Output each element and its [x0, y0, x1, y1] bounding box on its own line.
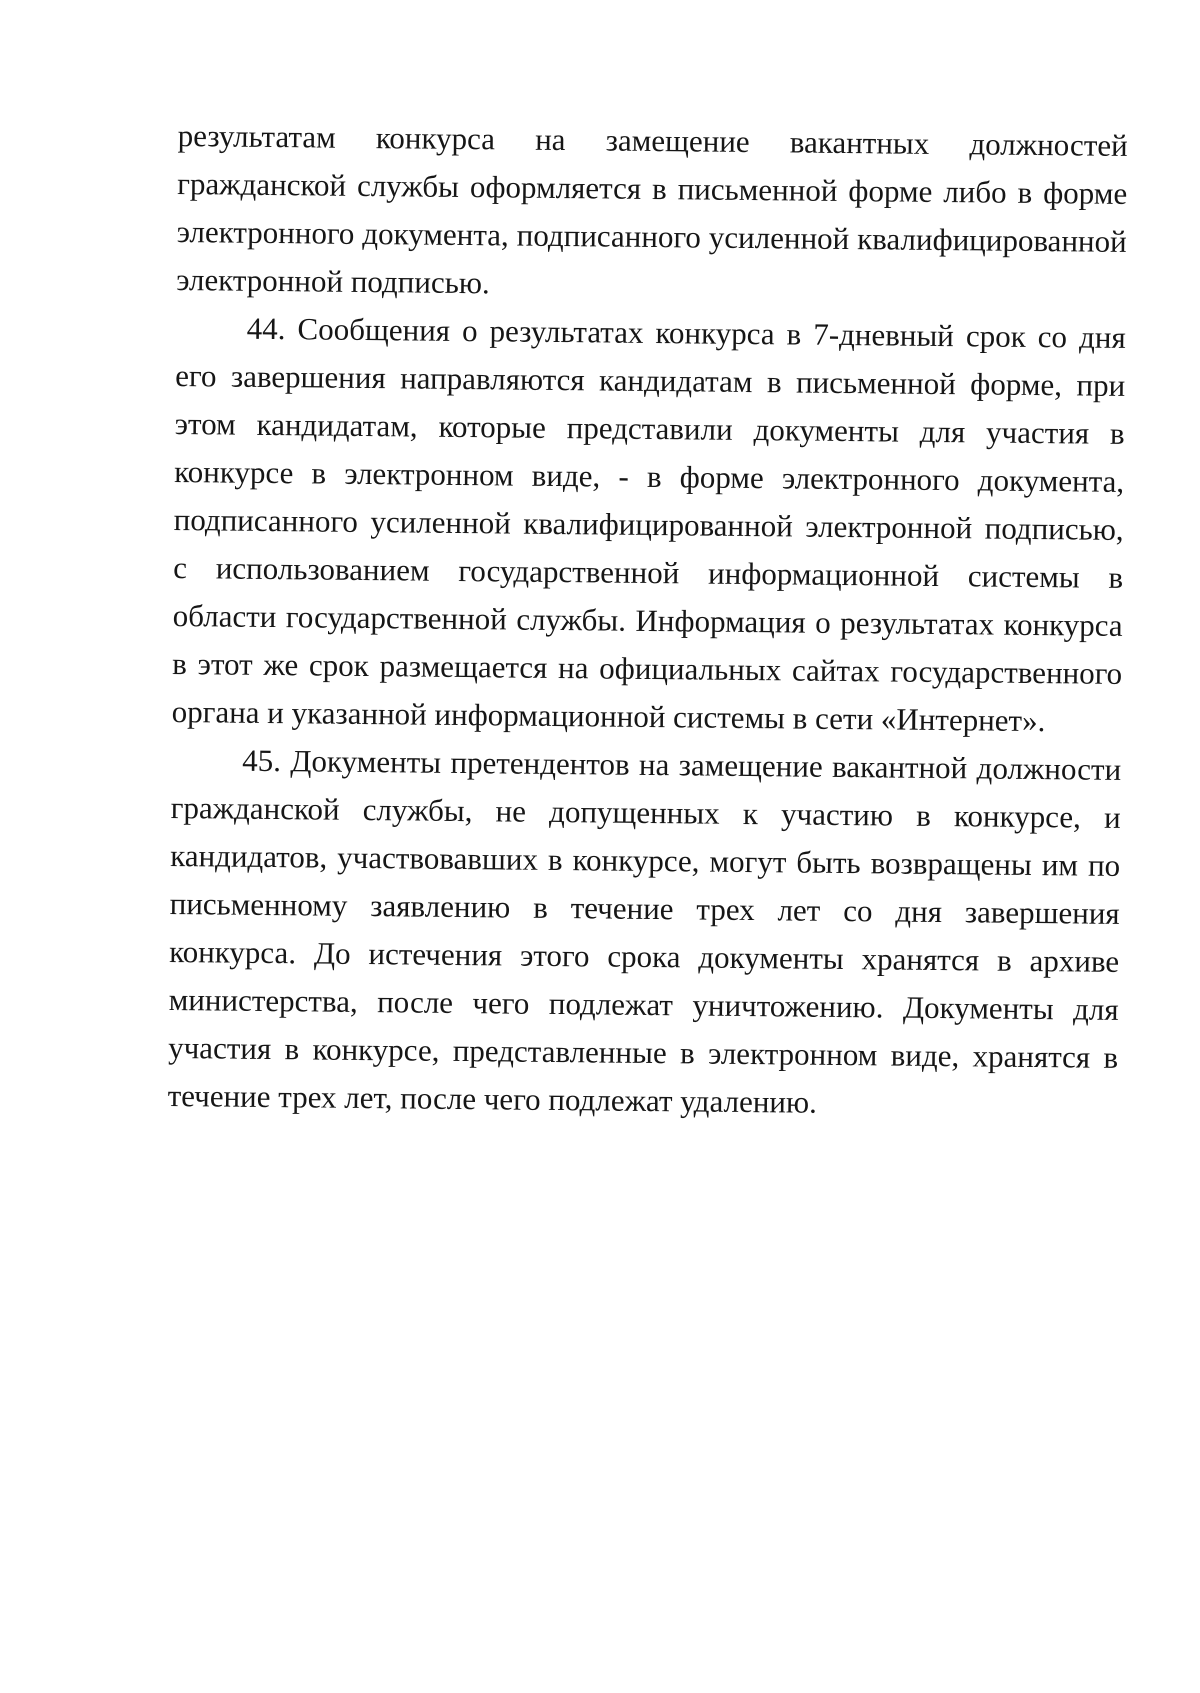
paragraph-44: 44. Сообщения о результатах конкурса в 7-дневный срок со дня его завершения направляются кандидатам в письменной форме, при этом кандидатам, которые представили документы для участия в конкурсе в электронном виде, - в форме электронного документа, подписанного усиленной квалифицированной электронной подписью, с использованием государственной информационной системы в области государственной службы. Информация о результатах конкурса в этот же срок размещается на официальных сайтах государственного органа и указанной информационной системы в сети «Интернет». — [171, 310, 1126, 739]
document-body — [167, 112, 1128, 1130]
paragraph-45: 45. Документы претендентов на замещение вакантной должности гражданской службы, не допущенных к участию в конкурсе, и кандидатов, участвовавших в конкурсе, могут быть возвращены им по письменному заявлению в течение трех лет со дня завершения конкурса. До истечения этого срока документы хранятся в архиве министерства, после чего подлежат уничтожению. Документы для участия в конкурсе, представленные в электронном виде, хранятся в течение трех лет, после чего подлежат удалению. — [167, 742, 1122, 1120]
paragraph-continuation: результатам конкурса на замещение вакантных должностей гражданской службы оформляется в письменной форме либо в форме электронного документа, подписанного усиленной квалифицированной электронной подписью. — [176, 117, 1128, 301]
